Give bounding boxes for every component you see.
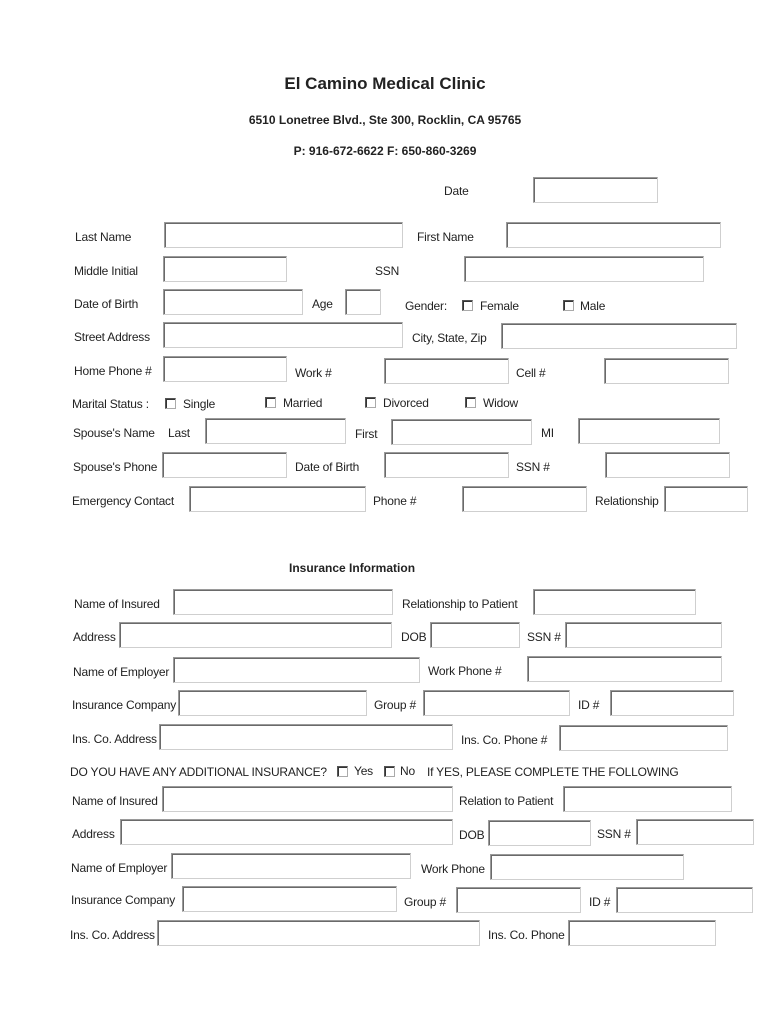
add-company-field[interactable] — [182, 886, 397, 912]
ins-id-label: ID # — [578, 698, 600, 712]
ins-name-insured-field[interactable] — [173, 589, 393, 615]
female-label: Female — [480, 299, 519, 313]
ins-co-phone-label: Ins. Co. Phone # — [461, 733, 548, 747]
insurance-section-title: Insurance Information — [289, 561, 416, 575]
additional-instruction: If YES, PLEASE COMPLETE THE FOLLOWING — [427, 765, 679, 779]
emergency-contact-field[interactable] — [189, 486, 366, 512]
spouse-ssn-field[interactable] — [605, 452, 730, 478]
add-work-phone-field[interactable] — [490, 854, 684, 880]
first-name-field[interactable] — [506, 222, 721, 248]
ssn-field[interactable] — [464, 256, 704, 282]
ins-relationship-label: Relationship to Patient — [402, 597, 518, 611]
ins-employer-field[interactable] — [173, 657, 420, 683]
spouse-dob-field[interactable] — [384, 452, 509, 478]
cell-field[interactable] — [604, 358, 729, 384]
dob-label: Date of Birth — [74, 297, 139, 311]
add-group-field[interactable] — [456, 887, 581, 913]
middle-initial-field[interactable] — [163, 256, 287, 282]
ins-work-phone-label: Work Phone # — [428, 664, 502, 678]
ins-address-field[interactable] — [119, 622, 392, 648]
single-checkbox[interactable] — [165, 398, 176, 409]
single-label: Single — [183, 397, 216, 411]
work-phone-field[interactable] — [384, 358, 509, 384]
additional-yes-checkbox[interactable] — [337, 766, 348, 777]
spouse-mi-label: MI — [541, 426, 554, 440]
divorced-label: Divorced — [383, 396, 429, 410]
age-label: Age — [312, 297, 333, 311]
add-name-insured-field[interactable] — [162, 786, 453, 812]
add-company-label: Insurance Company — [71, 893, 175, 907]
date-field[interactable] — [533, 177, 658, 203]
ins-dob-field[interactable] — [430, 622, 520, 648]
ins-id-field[interactable] — [610, 690, 734, 716]
spouse-first-label: First — [355, 427, 378, 441]
spouse-name-label: Spouse's Name — [73, 426, 155, 440]
marital-status-label: Marital Status : — [72, 397, 149, 411]
ins-ssn-field[interactable] — [565, 622, 722, 648]
add-co-phone-label: Ins. Co. Phone — [488, 928, 565, 942]
add-employer-label: Name of Employer — [71, 861, 168, 875]
add-address-field[interactable] — [120, 819, 453, 845]
ins-company-label: Insurance Company — [72, 698, 176, 712]
ins-name-insured-label: Name of Insured — [74, 597, 160, 611]
ssn-label: SSN — [375, 264, 400, 278]
widow-label: Widow — [483, 396, 519, 410]
emergency-contact-label: Emergency Contact — [72, 494, 174, 508]
ins-co-address-field[interactable] — [159, 724, 453, 750]
add-dob-field[interactable] — [488, 820, 591, 846]
married-label: Married — [283, 396, 323, 410]
spouse-first-field[interactable] — [391, 419, 532, 445]
relationship-label: Relationship — [595, 494, 659, 508]
home-phone-label: Home Phone # — [74, 364, 152, 378]
add-employer-field[interactable] — [171, 853, 411, 879]
divorced-checkbox[interactable] — [365, 397, 376, 408]
ins-company-field[interactable] — [178, 690, 367, 716]
date-label: Date — [444, 184, 469, 198]
city-state-zip-label: City, State, Zip — [412, 331, 487, 345]
first-name-label: First Name — [417, 230, 474, 244]
dob-field[interactable] — [163, 289, 303, 315]
add-name-insured-label: Name of Insured — [72, 794, 158, 808]
spouse-ssn-label: SSN # — [516, 460, 550, 474]
ins-co-address-label: Ins. Co. Address — [72, 732, 157, 746]
cell-label: Cell # — [516, 366, 546, 380]
spouse-mi-field[interactable] — [578, 418, 720, 444]
ins-address-label: Address — [73, 630, 116, 644]
ins-group-field[interactable] — [423, 690, 570, 716]
spouse-last-label: Last — [168, 426, 190, 440]
add-co-address-label: Ins. Co. Address — [70, 928, 155, 942]
ins-employer-label: Name of Employer — [73, 665, 170, 679]
add-ssn-field[interactable] — [636, 819, 754, 845]
middle-initial-label: Middle Initial — [74, 264, 138, 278]
add-relationship-field[interactable] — [563, 786, 732, 812]
ins-relationship-field[interactable] — [533, 589, 696, 615]
male-label: Male — [580, 299, 606, 313]
add-ssn-label: SSN # — [597, 827, 631, 841]
female-checkbox[interactable] — [462, 300, 473, 311]
age-field[interactable] — [345, 289, 381, 315]
emergency-phone-label: Phone # — [373, 494, 417, 508]
married-checkbox[interactable] — [265, 397, 276, 408]
add-work-phone-label: Work Phone — [421, 862, 485, 876]
additional-insurance-question: DO YOU HAVE ANY ADDITIONAL INSURANCE? — [70, 765, 327, 779]
male-checkbox[interactable] — [563, 300, 574, 311]
spouse-phone-field[interactable] — [162, 452, 287, 478]
add-group-label: Group # — [404, 895, 446, 909]
spouse-phone-label: Spouse's Phone — [73, 460, 158, 474]
ins-work-phone-field[interactable] — [527, 656, 722, 682]
add-dob-label: DOB — [459, 828, 485, 842]
widow-checkbox[interactable] — [465, 397, 476, 408]
additional-no-checkbox[interactable] — [384, 766, 395, 777]
ins-ssn-label: SSN # — [527, 630, 561, 644]
ins-group-label: Group # — [374, 698, 416, 712]
add-co-address-field[interactable] — [157, 920, 480, 946]
clinic-phones: P: 916-672-6622 F: 650-860-3269 — [293, 144, 477, 158]
clinic-address: 6510 Lonetree Blvd., Ste 300, Rocklin, CA 95765 — [248, 113, 522, 127]
add-id-field[interactable] — [616, 887, 753, 913]
work-phone-label: Work # — [295, 366, 332, 380]
ins-co-phone-field[interactable] — [559, 725, 728, 751]
relationship-field[interactable] — [664, 486, 748, 512]
home-phone-field[interactable] — [163, 356, 287, 382]
emergency-phone-field[interactable] — [462, 486, 587, 512]
last-name-label: Last Name — [75, 230, 132, 244]
add-address-label: Address — [72, 827, 115, 841]
city-state-zip-field[interactable] — [501, 323, 737, 349]
street-address-label: Street Address — [74, 330, 150, 344]
ins-dob-label: DOB — [401, 630, 427, 644]
add-relationship-label: Relation to Patient — [459, 794, 554, 808]
street-address-field[interactable] — [163, 322, 403, 348]
additional-yes-label: Yes — [354, 764, 373, 778]
last-name-field[interactable] — [164, 222, 403, 248]
add-co-phone-field[interactable] — [568, 920, 716, 946]
spouse-dob-label: Date of Birth — [295, 460, 360, 474]
spouse-last-field[interactable] — [205, 418, 346, 444]
additional-no-label: No — [400, 764, 415, 778]
clinic-name: El Camino Medical Clinic — [284, 74, 486, 93]
gender-label: Gender: — [405, 299, 447, 313]
add-id-label: ID # — [589, 895, 611, 909]
